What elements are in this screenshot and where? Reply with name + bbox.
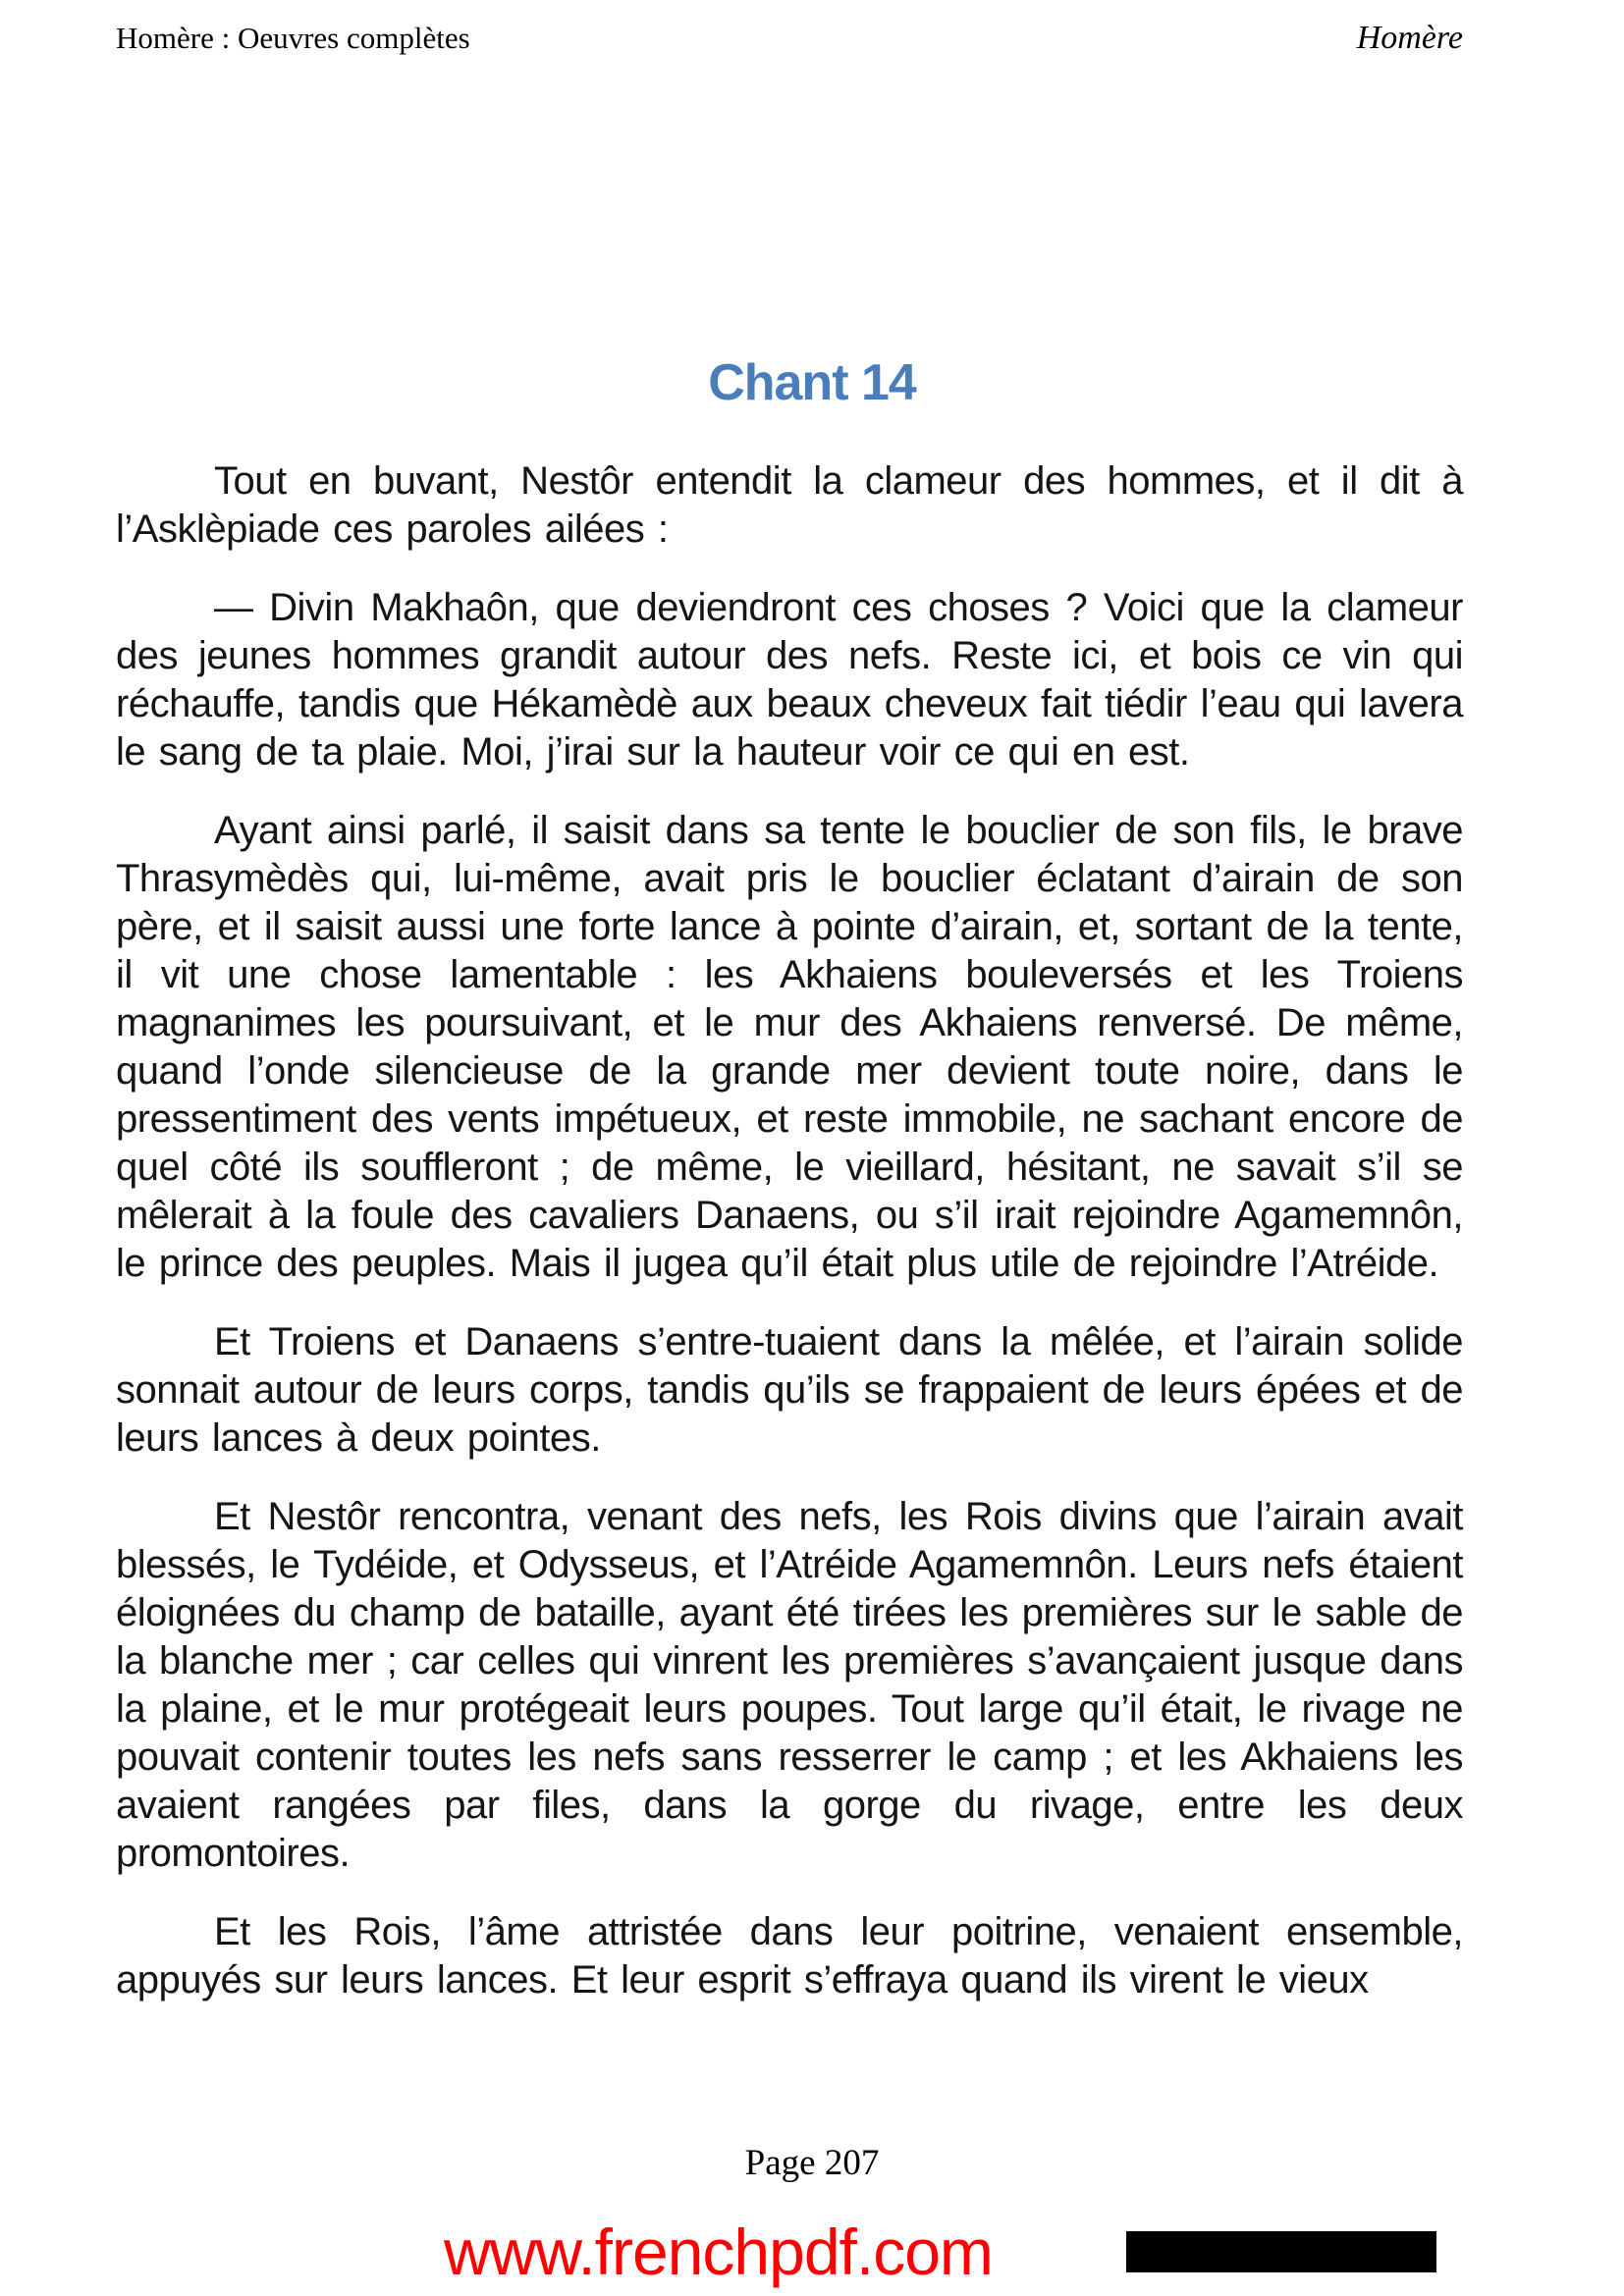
header-book-title: Homère : Oeuvres complètes — [116, 21, 470, 55]
paragraph-1: Tout en buvant, Nestôr entendit la clameur des hommes, et il dit à l’Asklèpiade ces paroles ailées : — [116, 459, 1463, 551]
paragraph-6: Et les Rois, l’âme attristée dans leur poitrine, venaient ensemble, appuyés sur leurs lances. Et leur esprit s’effraya quand ils virent le vieux — [116, 1910, 1463, 2002]
paragraph-5: Et Nestôr rencontra, venant des nefs, les Rois divins que l’airain avait blessés, le Tydéide, et Odysseus, et l’Atréide Agamemnôn. Leurs nefs étaient éloignées du champ de bataille, ayant été tirées les premières sur le sable de la blanche mer ; car celles qui vinrent les premières s’avançaient jusque dans la plaine, et le mur protégeait leurs poupes. Tout large qu’il était, le rivage ne pouvait contenir toutes les nefs sans resserrer le camp ; et les Akhaiens les avaient rangées par files, dans la gorge du rivage, entre les deux promontoires. — [116, 1495, 1463, 1875]
paragraph-4: Et Troiens et Danaens s’entre-tuaient dans la mêlée, et l’airain solide sonnait autour de leurs corps, tandis qu’ils se frappaient de leurs épées et de leurs lances à deux pointes. — [116, 1320, 1463, 1460]
paragraph-3: Ayant ainsi parlé, il saisit dans sa tente le bouclier de son fils, le brave Thrasymèdès qui, lui-même, avait pris le bouclier éclatant d’airain de son père, et il saisit aussi une forte lance à pointe d’airain, et, sortant de la tente, il vit une chose lamentable : les Akhaiens bouleversés et les Troiens magnanimes les poursuivant, et le mur des Akhaiens renversé. De même, quand l’onde silencieuse de la grande mer devient toute noire, dans le pressentiment des vents impétueux, et reste immobile, ne sachant encore de quel côté ils souffleront ; de même, le vieillard, hésitant, ne savait s’il se mêlerait à la foule des cavaliers Danaens, ou s’il irait rejoindre Agamemnôn, le prince des peuples. Mais il jugea qu’il était plus utile de rejoindre l’Atréide. — [116, 809, 1463, 1285]
page-number: Page 207 — [744, 2143, 880, 2183]
watermark-link[interactable]: www.frenchpdf.com — [444, 2216, 993, 2288]
chapter-title: Chant 14 — [708, 354, 916, 411]
chapter-text — [116, 457, 1463, 2035]
redaction-bar — [1126, 2231, 1436, 2272]
paragraph-2: — Divin Makhaôn, que deviendront ces choses ? Voici que la clameur des jeunes hommes grandit autour des nefs. Reste ici, et bois ce vin qui réchauffe, tandis que Hékamèdè aux beaux cheveux fait tiédir l’eau qui lavera le sang de ta plaie. Moi, j’irai sur la hauteur voir ce qui en est. — [116, 586, 1463, 774]
header-author: Homère — [1356, 20, 1463, 56]
running-header — [116, 20, 1463, 57]
